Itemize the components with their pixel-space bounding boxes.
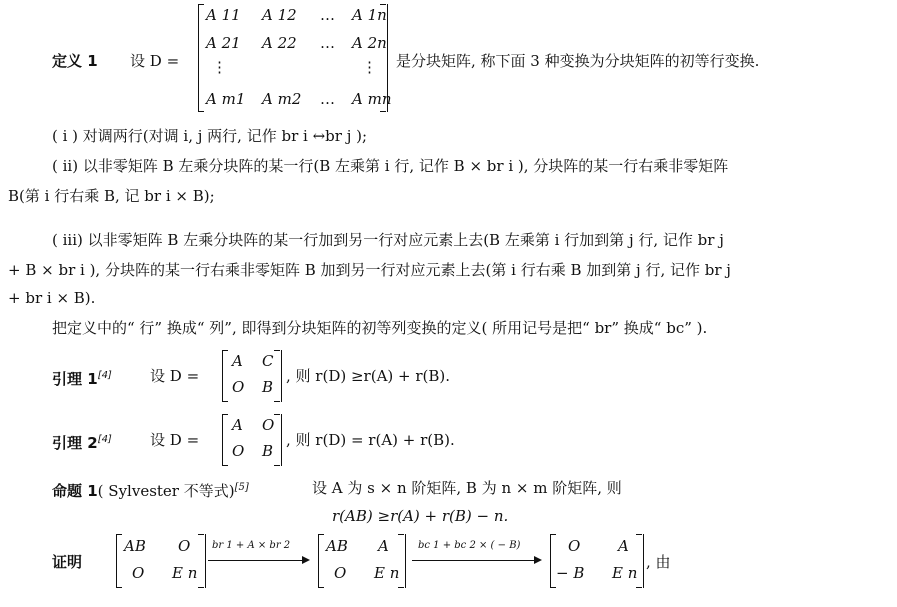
matrix-cell: … xyxy=(320,34,335,52)
matrix-cell: A xyxy=(232,416,243,434)
matrix-cell: A m2 xyxy=(262,90,302,108)
definition-lead: 设 D = xyxy=(130,52,180,70)
matrix-cell: … xyxy=(320,6,335,24)
col-op-label: bc 1 + bc 2 × ( − B) xyxy=(418,540,521,551)
item-ii: ( ii) 以非零矩阵 B 左乘分块阵的某一行(B 左乘第 i 行, 记作 B × br i ), 分块阵的某一行右乘非零矩阵 xyxy=(52,157,729,175)
matrix-cell: O xyxy=(132,564,145,582)
column-note: 把定义中的“ 行” 换成“ 列”, 即得到分块矩阵的初等列变换的定义( 所用记号是把“ br” 换成“ bc” ). xyxy=(52,319,708,337)
proposition-text: 设 A 为 s × n 阶矩阵, B 为 n × m 阶矩阵, 则 xyxy=(312,479,622,497)
lemma1-label: 引理 1[4] xyxy=(52,370,112,388)
item-iii-cont: + B × br i ), 分块阵的某一行右乘非零矩阵 B 加到另一行对应元素上去(第 i 行右乘 B 加到第 j 行, 记作 br j xyxy=(8,261,731,279)
matrix-cell: E n xyxy=(374,564,400,582)
definition-label: 定义 1 xyxy=(52,52,98,70)
matrix-cell: O xyxy=(262,416,275,434)
matrix-cell: A xyxy=(618,537,629,555)
matrix-cell: E n xyxy=(172,564,198,582)
matrix-cell: AB xyxy=(326,537,348,555)
matrix-cell: A m1 xyxy=(206,90,246,108)
lemma1-lead: 设 D = xyxy=(150,367,200,385)
matrix-cell: E n xyxy=(612,564,638,582)
matrix-cell: … xyxy=(320,90,335,108)
matrix-cell: A 22 xyxy=(262,34,297,52)
matrix-cell: O xyxy=(334,564,347,582)
row-op-label: br 1 + A × br 2 xyxy=(212,540,291,551)
matrix-cell: A 1n xyxy=(352,6,387,24)
proof-label: 证明 xyxy=(52,553,83,571)
matrix-cell: AB xyxy=(124,537,146,555)
proof-tail: , 由 xyxy=(646,553,671,571)
matrix-cell: A 2n xyxy=(352,34,387,52)
proposition-label: 命题 1( Sylvester 不等式)[5] xyxy=(52,482,249,500)
matrix-cell: A 21 xyxy=(206,34,241,52)
definition-tail: 是分块矩阵, 称下面 3 种变换为分块矩阵的初等行变换. xyxy=(396,52,760,70)
matrix-cell: A xyxy=(232,352,243,370)
lemma2-label: 引理 2[4] xyxy=(52,434,112,452)
matrix-cell: A xyxy=(378,537,389,555)
matrix-cell: O xyxy=(178,537,191,555)
item-iii: ( iii) 以非零矩阵 B 左乘分块阵的某一行加到另一行对应元素上去(B 左乘第 i 行加到第 j 行, 记作 br j xyxy=(52,231,724,249)
matrix-cell: B xyxy=(262,442,274,460)
arrow-icon xyxy=(208,560,308,561)
matrix-cell: A 11 xyxy=(206,6,241,24)
item-i: ( i ) 对调两行(对调 i, j 两行, 记作 br i ↔br j ); xyxy=(52,127,368,145)
matrix-cell: O xyxy=(232,442,245,460)
matrix-cell: O xyxy=(568,537,581,555)
arrow-icon xyxy=(412,560,540,561)
lemma2-result: , 则 r(D) = r(A) + r(B). xyxy=(286,431,455,449)
matrix-cell: A 12 xyxy=(262,6,297,24)
matrix-cell: ⋮ xyxy=(362,58,377,76)
matrix-cell: − B xyxy=(556,564,585,582)
matrix-cell: ⋮ xyxy=(212,58,227,76)
matrix-cell: C xyxy=(262,352,274,370)
matrix-cell: A mn xyxy=(352,90,392,108)
item-ii-cont: B(第 i 行右乘 B, 记 br i × B); xyxy=(8,187,215,205)
proposition-formula: r(AB) ≥r(A) + r(B) − n. xyxy=(332,507,509,525)
matrix-cell: O xyxy=(232,378,245,396)
lemma2-lead: 设 D = xyxy=(150,431,200,449)
matrix-cell: B xyxy=(262,378,274,396)
item-iii-end: + br i × B). xyxy=(8,289,96,307)
lemma1-result: , 则 r(D) ≥r(A) + r(B). xyxy=(286,367,451,385)
